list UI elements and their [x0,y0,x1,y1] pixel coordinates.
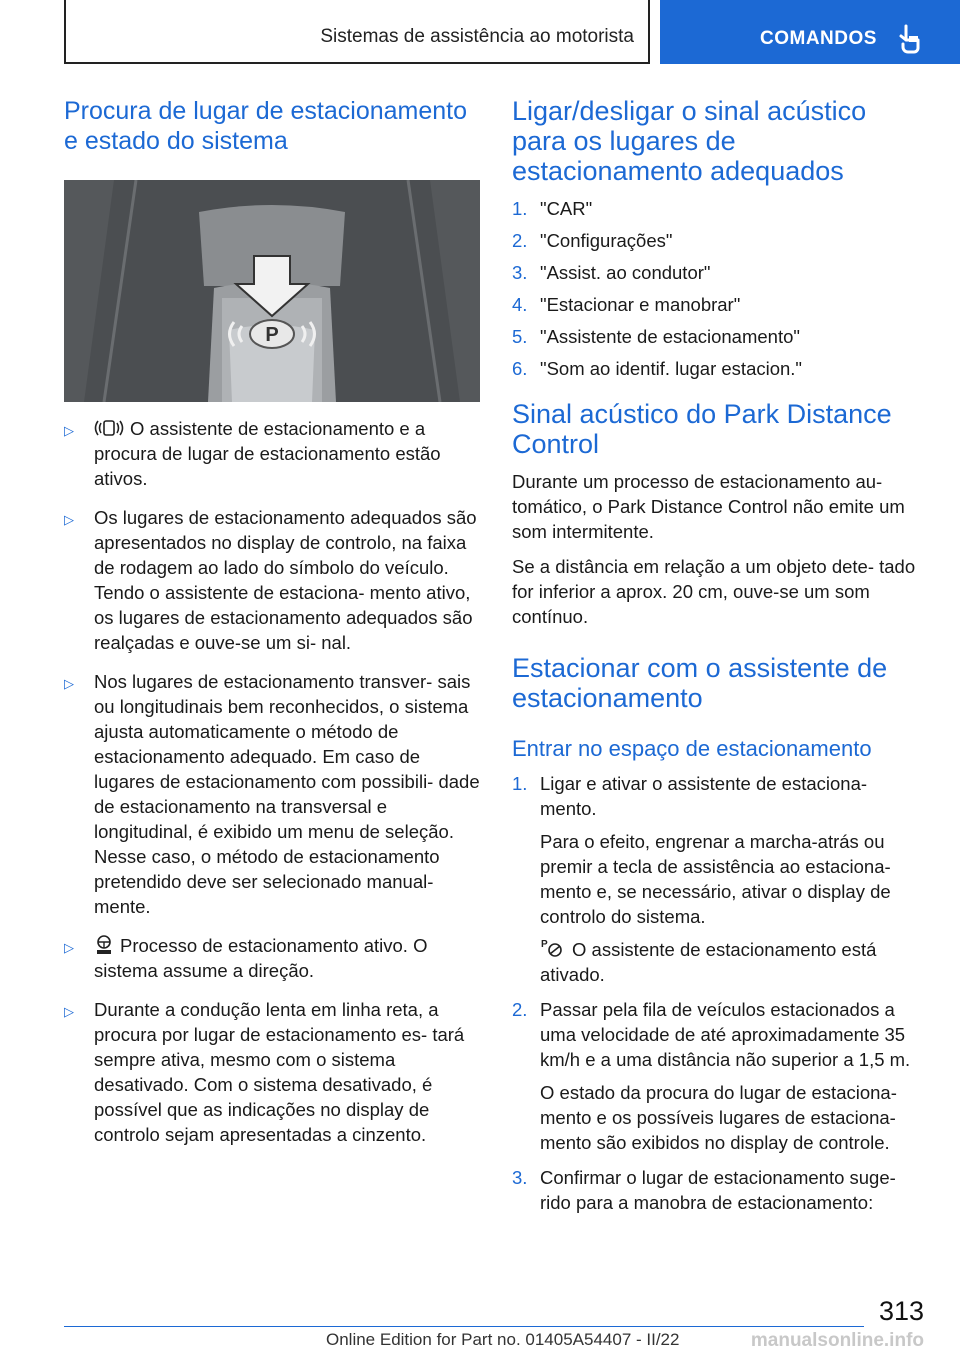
triangle-bullet-icon: ▷ [64,676,74,691]
step-text: "Assistente de estacionamento" [540,326,800,347]
list-item [64,933,482,983]
header-section-box [64,0,650,64]
footer-edition: Online Edition for Part no. 01405A54407 - II/22 [326,1330,680,1349]
step-number: 3. [512,1167,528,1188]
list-item [64,416,482,491]
list-item [512,771,924,987]
step-text: Ligar e ativar o assistente de estaciona- mento. [540,773,868,819]
step-number: 2. [512,999,528,1020]
step-text: Confirmar o lugar de estacionamento suge- rido para a manobra de estacionamento: [540,1167,896,1213]
bullet-text: Durante a condução lenta em linha reta, a procura por lugar de estacionamento es- tará sempre ativa, mesmo com o sistema desativado. Com o sistema desativado, é possível que as indicações no display de controlo sejam apresentadas a cinzento. [94,999,465,1145]
triangle-bullet-icon: ▷ [64,423,74,438]
list-item [512,260,924,285]
step-detail: O estado da procura do lugar de estaciona- mento e os possíveis lugares de estaciona- mento são exibidos no display de controle. [540,1082,897,1153]
step-number: 6. [512,358,528,379]
heading-park-with-assistant: Estacionar com o assistente de estacionamento [512,653,888,713]
step-text: "Som ao identif. lugar estacion." [540,358,802,379]
step-text: "Assist. ao condutor" [540,262,711,283]
list-item [512,228,924,253]
footer-divider [64,1326,864,1327]
parking-assistant-figure [64,180,480,402]
step-detail: Para o efeito, engrenar a marcha-atrás ou premir a tecla de assistência ao estaciona- mento e, se necessário, ativar o display de controlo do sistema. [540,831,891,927]
step-text: "Configurações" [540,230,673,251]
heading-pdc-signal: Sinal acústico do Park Distance Control [512,399,892,459]
step-text: "Estacionar e manobrar" [540,294,741,315]
header-tab[interactable] [660,0,960,64]
list-item [512,324,924,349]
header-tab-label: COMANDOS [760,28,877,49]
hand-pointer-icon [896,24,924,54]
list-item [512,356,924,381]
list-item [64,505,482,655]
step-text: Passar pela fila de veículos estacionados a uma velocidade de até aproximadamente 35 km/h e a uma distância não superior a 1,5 m. [540,999,911,1070]
parking-auto-steer-icon [94,933,114,955]
parking-assistant-icon [540,937,566,959]
step-detail: O assistente de estacionamento está ativado. [540,939,877,985]
status-bullet-list [64,416,482,1147]
list-item [64,997,482,1147]
left-column [64,96,482,1161]
list-item [512,196,924,221]
step-number: 3. [512,262,528,283]
parking-diagram [64,180,480,402]
triangle-bullet-icon: ▷ [64,1004,74,1019]
step-number: 1. [512,773,528,794]
parking-sound-icon [94,418,124,438]
list-item [512,292,924,317]
svg-text:P: P [541,939,548,950]
step-number: 1. [512,198,528,219]
heading-sound-signal: Ligar/desligar o sinal acústico para os lugares de estacionamento adequados [512,96,867,186]
step-number: 4. [512,294,528,315]
list-item [512,997,924,1155]
bullet-text: Nos lugares de estacionamento transver- sais ou longitudinais bem reconhecidos, o sistema ajusta automaticamente o método de estacionamento adequado. Em caso de lugares de estacionamento com possibili- dade de estacionamento na transversal e longitudinal, é exibido um menu de seleção. Nesse caso, o método de estacionamento pretendido deve ser selecionado manual- mente. [94,671,480,917]
parking-steps-list [512,771,924,1215]
triangle-bullet-icon: ▷ [64,940,74,955]
step-number: 5. [512,326,528,347]
bullet-text: Os lugares de estacionamento adequados são apresentados no display de controlo, na faixa de rodagem ao lado do símbolo do veículo. Tendo o assistente de estaciona- mento ativo, os lugares de estacionamento adequados são realçadas e ouve-se um si- nal. [94,507,477,653]
paragraph: Durante um processo de estacionamento au- tomático, o Park Distance Control não emite um som intermitente. [512,471,905,542]
heading-parking-search: Procura de lugar de estacionamento e estado do sistema [64,97,468,155]
step-text: "CAR" [540,198,593,219]
right-column [512,96,924,1225]
menu-path-list [512,196,924,381]
header-section-title: Sistemas de assistência ao motorista [320,26,634,47]
paragraph: Se a distância em relação a um objeto dete- tado for inferior a aprox. 20 cm, ouve-se um som contínuo. [512,556,916,627]
list-item [64,669,482,919]
triangle-bullet-icon: ▷ [64,512,74,527]
bullet-text: Processo de estacionamento ativo. O sistema assume a direção. [94,935,428,981]
watermark: manualsonline.info [750,1330,924,1351]
step-number: 2. [512,230,528,251]
bullet-text: O assistente de estacionamento e a procura de lugar de estacionamento estão ativos. [94,418,441,489]
subheading-enter-space: Entrar no espaço de estacionamento [512,736,872,761]
page-number: 313 [878,1296,924,1326]
figure-p-label: P [265,324,279,346]
list-item [512,1165,924,1215]
